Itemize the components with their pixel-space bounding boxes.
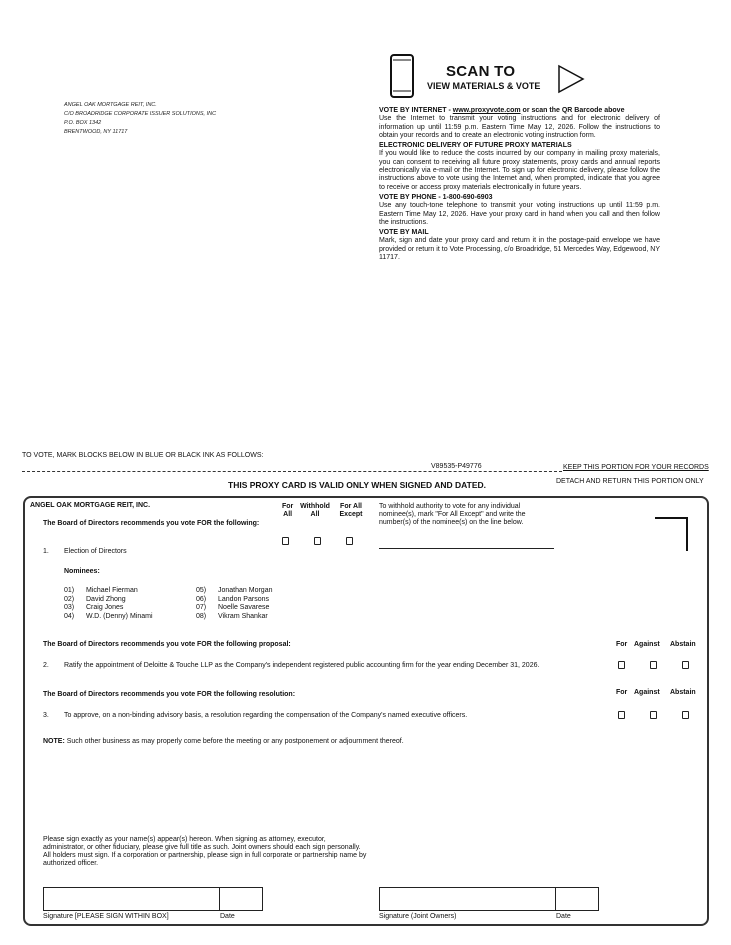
nominee-name: Craig Jones <box>86 604 124 611</box>
nominee-num: 07) <box>196 604 207 611</box>
nominee-num: 01) <box>64 587 75 594</box>
item3-for-checkbox[interactable] <box>618 711 625 719</box>
item2-for-checkbox[interactable] <box>618 661 625 669</box>
item3-abstain-checkbox[interactable] <box>682 711 689 719</box>
joint-date-label: Date <box>556 913 571 920</box>
scan-title: SCAN TO <box>446 63 516 80</box>
phone-body: Use any touch-tone telephone to transmit your voting instructions up until 11:59 p.m. Eastern Time May 12, 2026. Have your proxy card in hand when you call and then follow the instructions. <box>379 202 660 226</box>
address-line: C/O BROADRIDGE CORPORATE ISSUER SOLUTIONS, INC <box>64 111 217 117</box>
nominee-num: 04) <box>64 613 75 620</box>
nominee-num: 03) <box>64 604 75 611</box>
nominees-label: Nominees: <box>64 568 100 575</box>
col-header-for-all-except: For All Except <box>339 503 363 518</box>
sign-instructions: Please sign exactly as your name(s) appear(s) hereon. When signing as attorney, executor, administrator, or other fiduciary, please give full title as such. Joint owners should each sign personally. All holders must sign. If a corporation or partnership, please sign in full corporate or partnership name by authorized officer. <box>43 836 367 867</box>
address-line: P.O. BOX 1342 <box>64 120 102 126</box>
signature-label: Signature [PLEASE SIGN WITHIN BOX] <box>43 913 169 920</box>
col-header-withhold-all: Withhold All <box>300 503 330 518</box>
item2-text: Ratify the appointment of Deloitte & Touche LLP as the Company's independent registered public accounting firm for the year ending December 31, 2026. <box>64 662 540 669</box>
phone-icon <box>390 54 414 98</box>
voting-instructions <box>379 107 660 264</box>
card-company: ANGEL OAK MORTGAGE REIT, INC. <box>30 502 151 509</box>
except-write-line[interactable] <box>379 548 554 549</box>
item1-number: 1. <box>43 548 49 555</box>
play-arrow-icon <box>557 64 585 94</box>
col-header-for-all: For All <box>282 503 294 518</box>
withhold-all-checkbox[interactable] <box>314 537 321 545</box>
phone-heading: VOTE BY PHONE - 1-800-690-6903 <box>379 193 493 201</box>
board-recommendation-1: The Board of Directors recommends you vote FOR the following: <box>43 520 260 527</box>
date-box[interactable] <box>219 887 263 911</box>
dashed-divider <box>22 471 562 472</box>
nominee-num: 02) <box>64 596 75 603</box>
vote-for-label: For <box>616 689 628 696</box>
board-recommendation-3: The Board of Directors recommends you vote FOR the following resolution: <box>43 691 296 698</box>
mail-body: Mark, sign and date your proxy card and return it in the postage-paid envelope we have provided or return it to Vote Processing, c/o Broadridge, 51 Mercedes Way, Edgewood, NY 11717. <box>379 237 660 262</box>
nominee-num: 08) <box>196 613 207 620</box>
vote-against-label: Against <box>634 689 660 696</box>
mail-heading: VOTE BY MAIL <box>379 229 429 237</box>
keep-portion-text: KEEP THIS PORTION FOR YOUR RECORDS <box>563 464 709 471</box>
withhold-note: To withhold authority to vote for any individual nominee(s), mark "For All Except" and write the number(s) of the nominee(s) on the line below. <box>379 503 526 526</box>
valid-notice: THIS PROXY CARD IS VALID ONLY WHEN SIGNED AND DATED. <box>228 480 487 490</box>
item1-text: Election of Directors <box>64 548 127 555</box>
joint-signature-label: Signature (Joint Owners) <box>379 913 457 920</box>
nominee-name: Jonathan Morgan <box>218 587 273 594</box>
item3-against-checkbox[interactable] <box>650 711 657 719</box>
scan-subtitle: VIEW MATERIALS & VOTE <box>427 81 541 91</box>
item2-abstain-checkbox[interactable] <box>682 661 689 669</box>
proxyvote-link[interactable]: www.proxyvote.com <box>452 107 521 114</box>
return-address <box>64 101 216 137</box>
vote-abstain-label: Abstain <box>670 689 696 696</box>
nominee-name: Landon Parsons <box>218 596 269 603</box>
note: NOTE: Such other business as may properly come before the meeting or any postponement or adjournment thereof. <box>43 738 404 745</box>
nominee-name: Michael Fierman <box>86 587 138 594</box>
item2-against-checkbox[interactable] <box>650 661 657 669</box>
for-all-checkbox[interactable] <box>282 537 289 545</box>
detach-return-text: DETACH AND RETURN THIS PORTION ONLY <box>556 478 704 485</box>
vote-for-label: For <box>616 641 628 648</box>
control-code: V89535-P49776 <box>427 463 486 470</box>
internet-heading: VOTE BY INTERNET - www.proxyvote.com or scan the QR Barcode above <box>379 107 625 114</box>
nominee-num: 05) <box>196 587 207 594</box>
mark-note: TO VOTE, MARK BLOCKS BELOW IN BLUE OR BLACK INK AS FOLLOWS: <box>22 452 264 459</box>
item2-number: 2. <box>43 662 49 669</box>
internet-body: Use the Internet to transmit your voting instructions and for electronic delivery of information up until 11:59 p.m. Eastern Time May 12, 2026. Follow the instructions to obtain your records and to create an electronic voting instruction form. <box>379 115 660 139</box>
electronic-body: If you would like to reduce the costs incurred by our company in mailing proxy materials, you can consent to receiving all future proxy statements, proxy cards and annual reports electronically via e-mail or the Internet. To sign up for electronic delivery, please follow the instructions above to vote using the Internet and, when prompted, indicate that you agree to receive or access proxy materials electronically in future years. <box>379 150 660 191</box>
signature-box[interactable] <box>43 887 220 911</box>
nominee-name: Vikram Shankar <box>218 613 268 620</box>
address-line: ANGEL OAK MORTGAGE REIT, INC. <box>64 102 157 108</box>
for-all-except-checkbox[interactable] <box>346 537 353 545</box>
address-line: BRENTWOOD, NY 11717 <box>64 129 128 135</box>
corner-mark <box>655 517 688 551</box>
date-label: Date <box>220 913 235 920</box>
nominee-name: David Zhong <box>86 596 126 603</box>
vote-against-label: Against <box>634 641 660 648</box>
board-recommendation-2: The Board of Directors recommends you vote FOR the following proposal: <box>43 641 291 648</box>
joint-date-box[interactable] <box>555 887 599 911</box>
joint-signature-box[interactable] <box>379 887 556 911</box>
electronic-heading: ELECTRONIC DELIVERY OF FUTURE PROXY MATERIALS <box>379 142 572 150</box>
vote-abstain-label: Abstain <box>670 641 696 648</box>
nominee-name: W.D. (Denny) Minami <box>86 613 153 620</box>
nominee-name: Noelle Savarese <box>218 604 270 611</box>
item3-number: 3. <box>43 712 49 719</box>
nominee-num: 06) <box>196 596 207 603</box>
item3-text: To approve, on a non-binding advisory basis, a resolution regarding the compensation of the Company's named executive officers. <box>64 712 468 719</box>
